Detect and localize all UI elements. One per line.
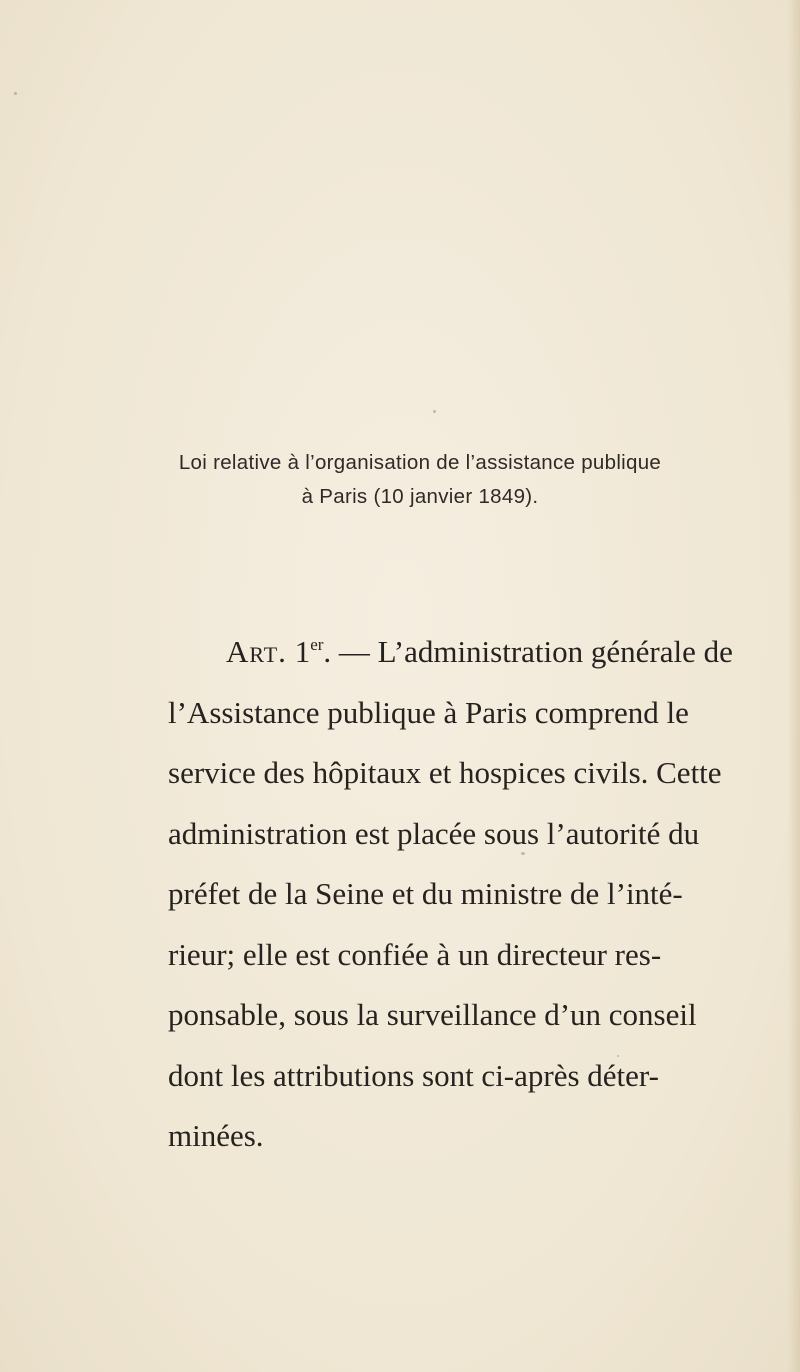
paper-speck (433, 410, 436, 413)
page-edge-shadow (788, 0, 800, 1372)
article-line: minées. (168, 1118, 264, 1153)
paper-speck (14, 92, 17, 95)
article-label: Art. (226, 634, 287, 669)
article-1-text (168, 622, 748, 1167)
article-line: service des hôpitaux et hospices civils. Cette (168, 755, 722, 790)
article-line: préfet de la Seine et du ministre de l’inté- (168, 876, 683, 911)
article-line: dont les attributions sont ci-après déter- (168, 1057, 659, 1093)
article-line: l’Assistance publique à Paris comprend le (168, 694, 689, 730)
article-number: 1 (294, 634, 311, 669)
article-number-superscript: er (310, 635, 324, 654)
law-title-line-2: à Paris (10 janvier 1849). (301, 485, 539, 508)
article-line: administration est placée sous l’autorité du (168, 815, 700, 851)
law-title-line-1: Loi relative à l’organisation de l’assistance publique (178, 451, 662, 474)
article-line: ponsable, sous la surveillance d’un conseil (168, 997, 697, 1032)
article-line: rieur; elle est confiée à un directeur res- (168, 936, 662, 972)
article-first-line-text: . — L’administration générale de (323, 634, 733, 669)
article-first-line (168, 622, 748, 683)
law-title (100, 446, 740, 514)
